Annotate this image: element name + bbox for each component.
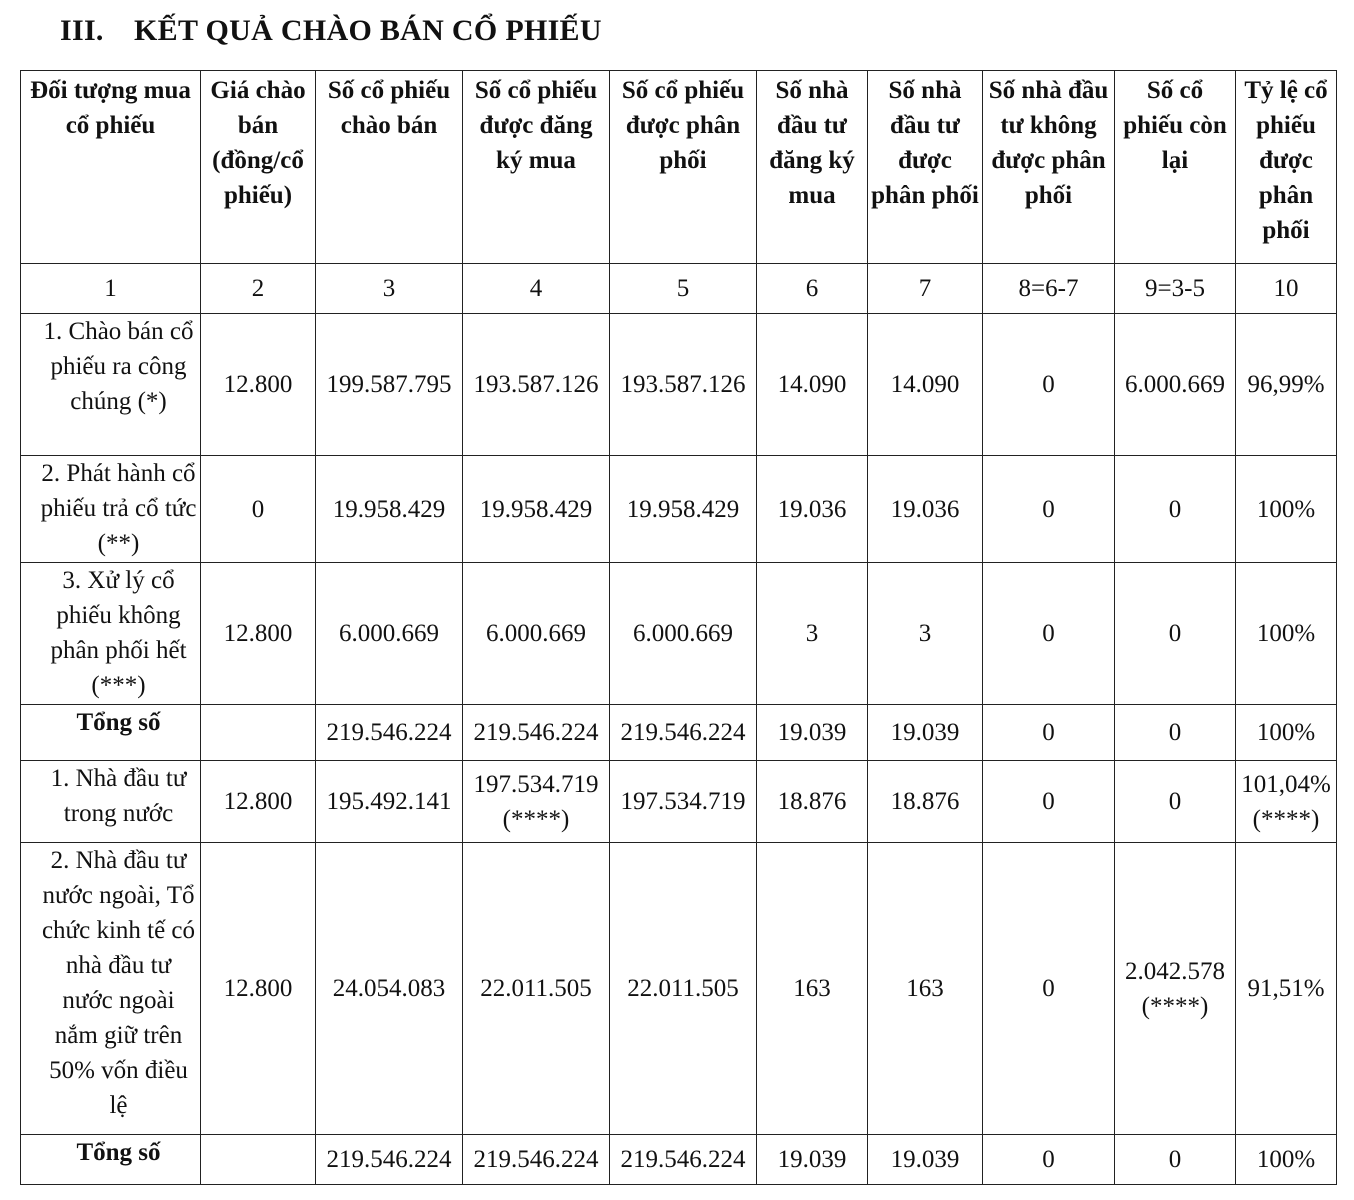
column-number-cell: 9=3-5 [1115,264,1236,314]
table-row [21,761,1337,843]
table-cell: 19.036 [868,456,983,563]
table-cell: 22.011.505 [463,843,610,1135]
table-cell: 219.546.224 [610,705,757,761]
column-number-cell: 2 [201,264,316,314]
table-cell: 19.039 [868,705,983,761]
table-cell: 0 [1115,563,1236,705]
table-cell: 197.534.719 [610,761,757,843]
row-label-cell: 1. Nhà đầu tư trong nước [21,761,201,843]
header-cell: Số nhà đầu tư đăng ký mua [757,71,868,264]
table-cell: 163 [868,843,983,1135]
header-cell: Số cổ phiếu chào bán [316,71,463,264]
row-label-cell: Tổng số [21,1135,201,1185]
column-number-cell: 1 [21,264,201,314]
section-title: KẾT QUẢ CHÀO BÁN CỔ PHIẾU [134,14,602,47]
row-label-cell: 1. Chào bán cổ phiếu ra công chúng (*) [21,314,201,456]
table-cell: 19.958.429 [463,456,610,563]
table-cell: 18.876 [757,761,868,843]
table-cell: 18.876 [868,761,983,843]
table-cell: 0 [983,314,1115,456]
table-cell: 0 [1115,705,1236,761]
column-number-cell: 4 [463,264,610,314]
table-cell: 193.587.126 [463,314,610,456]
table-cell: 12.800 [201,563,316,705]
table-cell: 0 [1115,456,1236,563]
table-cell: 12.800 [201,843,316,1135]
table-cell: 14.090 [868,314,983,456]
row-label-cell: 2. Nhà đầu tư nước ngoài, Tổ chức kinh tế có nhà đầu tư nước ngoài nắm giữ trên 50% vốn điều lệ [21,843,201,1135]
table-row [21,456,1337,563]
header-cell: Đối tượng mua cổ phiếu [21,71,201,264]
column-number-cell: 7 [868,264,983,314]
table-cell: 14.090 [757,314,868,456]
table-cell: 6.000.669 [1115,314,1236,456]
table-cell: 6.000.669 [463,563,610,705]
table-cell: 0 [1115,1135,1236,1185]
table-cell: 6.000.669 [316,563,463,705]
header-cell: Số nhà đầu tư không được phân phối [983,71,1115,264]
table-cell: 22.011.505 [610,843,757,1135]
header-cell: Số cổ phiếu được đăng ký mua [463,71,610,264]
table-cell: 19.039 [757,705,868,761]
table-row [21,314,1337,456]
table-cell: 101,04% (****) [1236,761,1337,843]
table-header-row [21,71,1337,264]
table-cell: 193.587.126 [610,314,757,456]
row-label-cell: Tổng số [21,705,201,761]
header-cell: Số cổ phiếu còn lại [1115,71,1236,264]
table-cell: 19.958.429 [316,456,463,563]
table-cell [201,705,316,761]
table-cell: 0 [983,563,1115,705]
table-row [21,843,1337,1135]
table-cell: 219.546.224 [610,1135,757,1185]
table-cell: 12.800 [201,761,316,843]
table-cell: 197.534.719 (****) [463,761,610,843]
table-cell: 100% [1236,563,1337,705]
header-cell: Giá chào bán (đồng/cổ phiếu) [201,71,316,264]
column-number-cell: 10 [1236,264,1337,314]
table-cell: 219.546.224 [463,1135,610,1185]
header-cell: Số cổ phiếu được phân phối [610,71,757,264]
table-cell: 0 [983,705,1115,761]
table-cell: 0 [983,843,1115,1135]
table-cell [201,1135,316,1185]
table-cell: 219.546.224 [463,705,610,761]
column-number-cell: 5 [610,264,757,314]
table-cell: 96,99% [1236,314,1337,456]
row-label-cell: 2. Phát hành cổ phiếu trả cổ tức (**) [21,456,201,563]
table-cell: 19.039 [757,1135,868,1185]
total-row [21,1135,1337,1185]
table-cell: 0 [1115,761,1236,843]
table-cell: 100% [1236,1135,1337,1185]
table-row [21,563,1337,705]
table-cell: 100% [1236,705,1337,761]
table-cell: 0 [201,456,316,563]
table-cell: 91,51% [1236,843,1337,1135]
row-label-cell: 3. Xử lý cổ phiếu không phân phối hết (***) [21,563,201,705]
table-cell: 219.546.224 [316,705,463,761]
table-cell: 3 [757,563,868,705]
header-cell: Tỷ lệ cổ phiếu được phân phối [1236,71,1337,264]
table-cell: 2.042.578 (****) [1115,843,1236,1135]
total-row [21,705,1337,761]
table-cell: 0 [983,761,1115,843]
table-cell: 19.039 [868,1135,983,1185]
header-cell: Số nhà đầu tư được phân phối [868,71,983,264]
table-cell: 19.958.429 [610,456,757,563]
table-cell: 0 [983,1135,1115,1185]
table-cell: 199.587.795 [316,314,463,456]
table-cell: 100% [1236,456,1337,563]
column-number-cell: 3 [316,264,463,314]
table-cell: 3 [868,563,983,705]
table-cell: 24.054.083 [316,843,463,1135]
offering-results-table [20,70,1337,1185]
column-number-row [21,264,1337,314]
section-heading [60,14,602,48]
table-cell: 12.800 [201,314,316,456]
table-cell: 195.492.141 [316,761,463,843]
table-cell: 6.000.669 [610,563,757,705]
table-cell: 0 [983,456,1115,563]
column-number-cell: 6 [757,264,868,314]
table-cell: 219.546.224 [316,1135,463,1185]
column-number-cell: 8=6-7 [983,264,1115,314]
table-cell: 19.036 [757,456,868,563]
section-number: III. [60,14,104,47]
table-cell: 163 [757,843,868,1135]
